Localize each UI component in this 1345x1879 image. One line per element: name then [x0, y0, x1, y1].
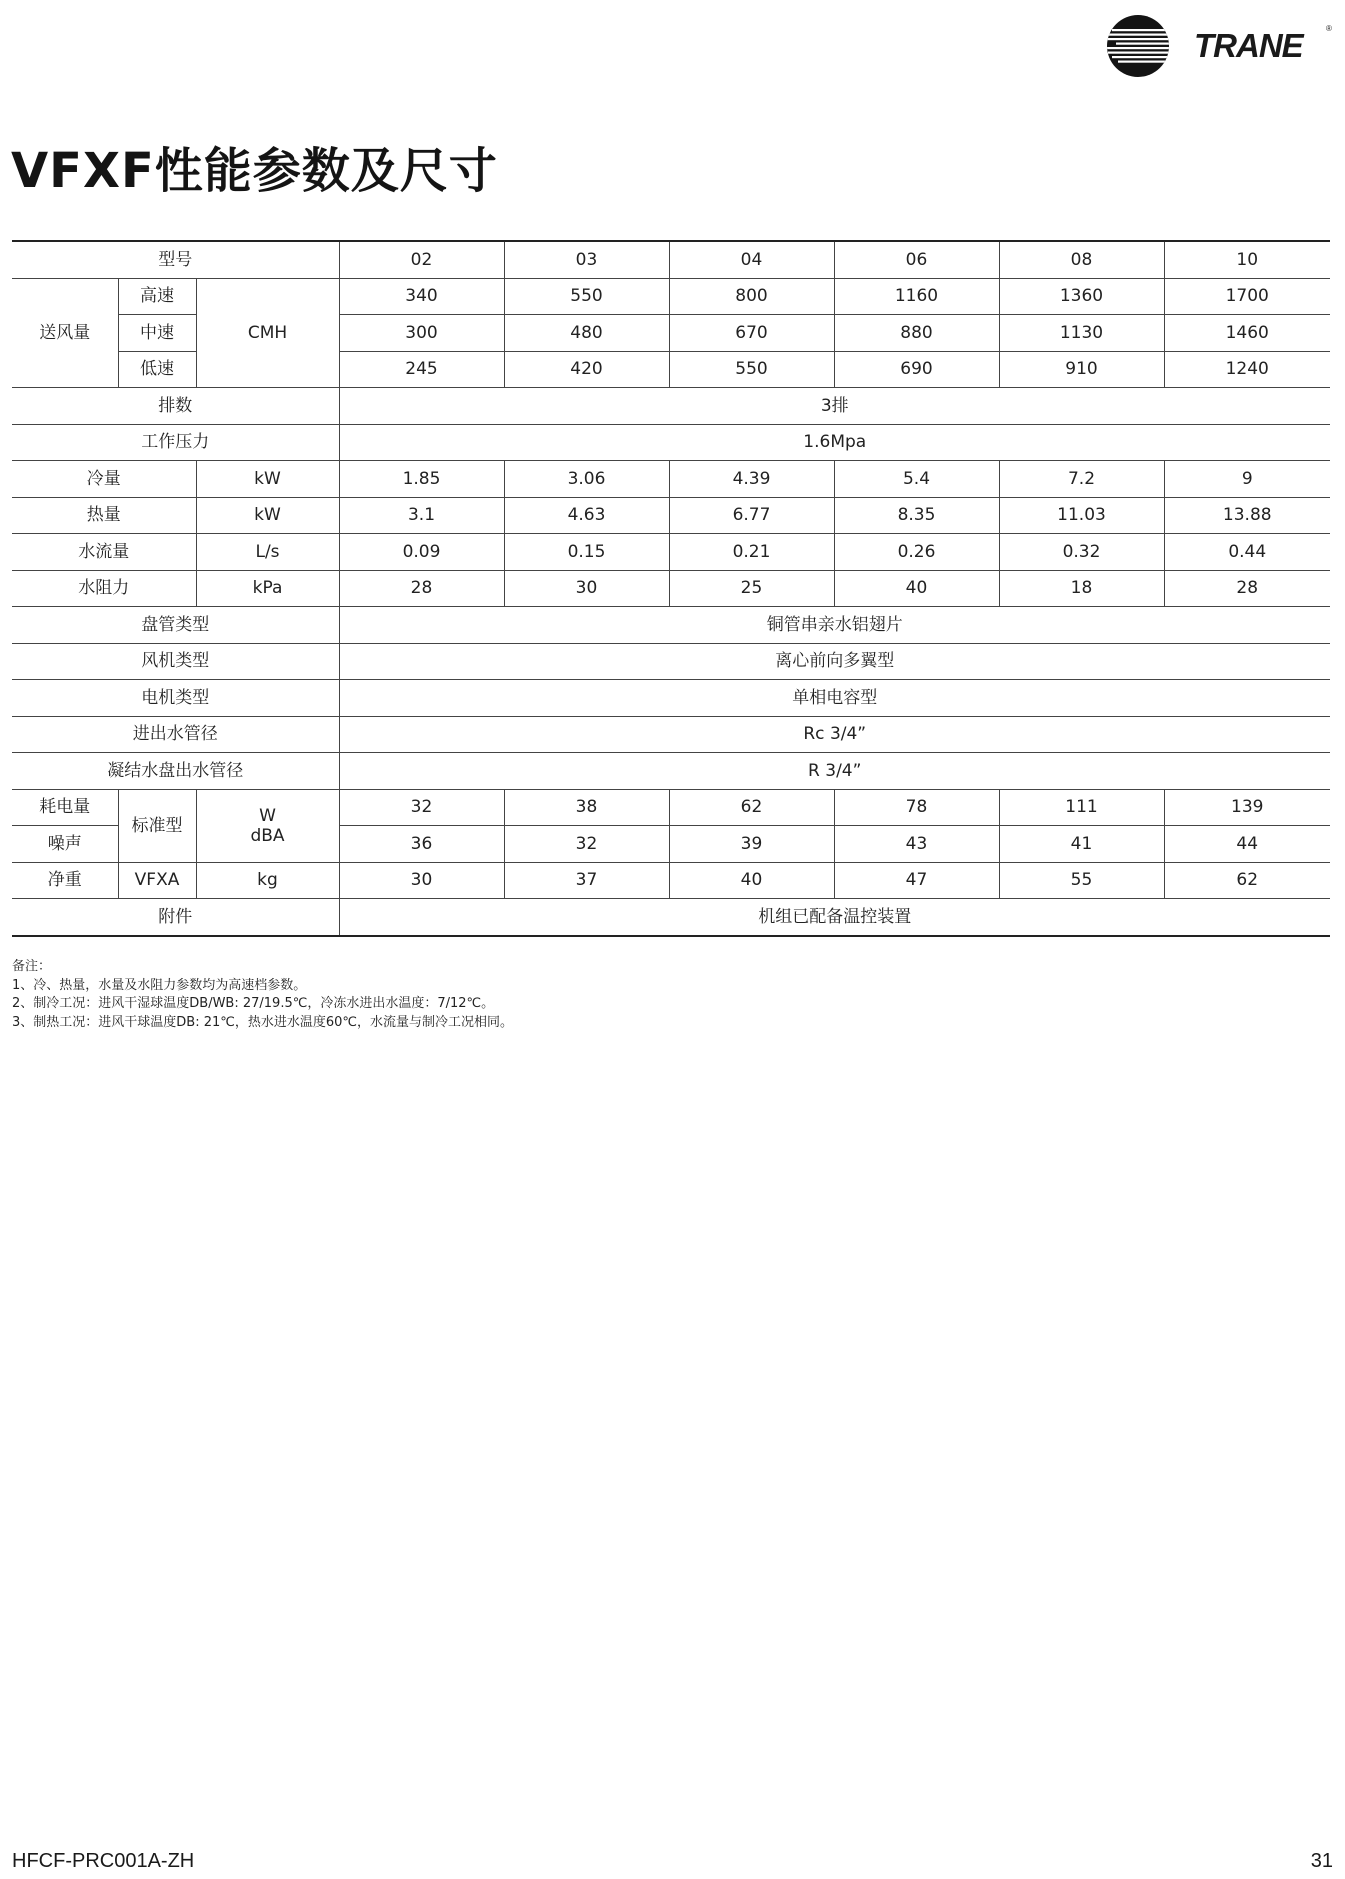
unit-cell: L/s — [196, 534, 339, 571]
value-cell: 1130 — [999, 315, 1164, 352]
motor-type-row — [12, 680, 1330, 717]
value-cell: 1.85 — [339, 461, 504, 498]
value-cell: 5.4 — [834, 461, 999, 498]
speed-label: 高速 — [118, 278, 196, 315]
value-cell: 0.32 — [999, 534, 1164, 571]
value-cell: 4.39 — [669, 461, 834, 498]
water-resistance-row — [12, 570, 1330, 607]
note-item: 2、制冷工况：进风干湿球温度DB/WB: 27/19.5℃，冷冻水进出水温度：7/12℃。 — [12, 996, 495, 1011]
value-cell: 39 — [669, 826, 834, 863]
drain-size-row — [12, 753, 1330, 790]
value-cell: 55 — [999, 862, 1164, 899]
trane-circle-icon — [1098, 14, 1178, 78]
value-cell: 1360 — [999, 278, 1164, 315]
value-cell: 3.06 — [504, 461, 669, 498]
registered-mark: ® — [1326, 24, 1332, 33]
std-type-label: 标准型 — [118, 789, 196, 862]
value-cell: 47 — [834, 862, 999, 899]
page-number: 31 — [1310, 1850, 1333, 1872]
value-cell: 28 — [1164, 570, 1330, 607]
value-cell: 300 — [339, 315, 504, 352]
airflow-unit: CMH — [196, 278, 339, 388]
merged-value-cell: 离心前向多翼型 — [339, 643, 1330, 680]
accessory-row — [12, 899, 1330, 936]
value-cell: 1700 — [1164, 278, 1330, 315]
airflow-high-row — [12, 278, 1330, 315]
coil-type-row — [12, 607, 1330, 644]
row-label: 热量 — [12, 497, 196, 534]
value-cell: 690 — [834, 351, 999, 388]
unit-cell: kW — [196, 461, 339, 498]
merged-value-cell: R 3/4” — [339, 753, 1330, 790]
water-flow-row — [12, 534, 1330, 571]
merged-value-cell: 单相电容型 — [339, 680, 1330, 717]
value-cell: 11.03 — [999, 497, 1164, 534]
model-row — [12, 241, 1330, 278]
unit-cell: kg — [196, 862, 339, 899]
model-cell: 03 — [504, 241, 669, 278]
value-cell: 880 — [834, 315, 999, 352]
row-label: 冷量 — [12, 461, 196, 498]
airflow-label: 送风量 — [12, 278, 118, 388]
pipe-size-row — [12, 716, 1330, 753]
value-cell: 7.2 — [999, 461, 1164, 498]
weight-sub-label: VFXA — [118, 862, 196, 899]
value-cell: 30 — [504, 570, 669, 607]
unit-cell: dBA — [250, 825, 285, 846]
value-cell: 3.1 — [339, 497, 504, 534]
power-noise-unit — [196, 789, 339, 862]
model-cell: 04 — [669, 241, 834, 278]
value-cell: 0.09 — [339, 534, 504, 571]
value-cell: 32 — [339, 789, 504, 826]
model-cell: 06 — [834, 241, 999, 278]
cooling-row — [12, 461, 1330, 498]
value-cell: 0.44 — [1164, 534, 1330, 571]
value-cell: 9 — [1164, 461, 1330, 498]
row-label: 进出水管径 — [12, 716, 339, 753]
row-label: 耗电量 — [12, 789, 118, 826]
value-cell: 43 — [834, 826, 999, 863]
value-cell: 62 — [1164, 862, 1330, 899]
note-item: 1、冷、热量，水量及水阻力参数均为高速档参数。 — [12, 977, 307, 993]
value-cell: 40 — [834, 570, 999, 607]
fan-type-row — [12, 643, 1330, 680]
value-cell: 420 — [504, 351, 669, 388]
row-label: 风机类型 — [12, 643, 339, 680]
unit-cell: W — [259, 805, 276, 826]
model-cell: 08 — [999, 241, 1164, 278]
value-cell: 78 — [834, 789, 999, 826]
value-cell: 0.15 — [504, 534, 669, 571]
value-cell: 18 — [999, 570, 1164, 607]
value-cell: 6.77 — [669, 497, 834, 534]
row-label: 盘管类型 — [12, 607, 339, 644]
value-cell: 62 — [669, 789, 834, 826]
value-cell: 1160 — [834, 278, 999, 315]
row-label: 水阻力 — [12, 570, 196, 607]
value-cell: 340 — [339, 278, 504, 315]
value-cell: 38 — [504, 789, 669, 826]
value-cell: 550 — [669, 351, 834, 388]
value-cell: 910 — [999, 351, 1164, 388]
note-item: 3、制热工况：进风干球温度DB: 21℃，热水进水温度60℃，水流量与制冷工况相同。 — [12, 1014, 513, 1030]
notes-heading: 备注： — [12, 959, 52, 974]
value-cell: 41 — [999, 826, 1164, 863]
value-cell: 36 — [339, 826, 504, 863]
speed-label: 低速 — [118, 351, 196, 388]
row-label: 水流量 — [12, 534, 196, 571]
value-cell: 40 — [669, 862, 834, 899]
row-label: 电机类型 — [12, 680, 339, 717]
heating-row — [12, 497, 1330, 534]
weight-row — [12, 862, 1330, 899]
power-row — [12, 789, 1330, 826]
merged-value-cell: 机组已配备温控装置 — [339, 899, 1330, 936]
merged-value-cell: 3排 — [339, 388, 1330, 425]
row-label: 净重 — [12, 862, 118, 899]
value-cell: 0.21 — [669, 534, 834, 571]
value-cell: 32 — [504, 826, 669, 863]
value-cell: 8.35 — [834, 497, 999, 534]
document-code: HFCF-PRC001A-ZH — [12, 1850, 195, 1872]
merged-value-cell: 1.6Mpa — [339, 424, 1330, 461]
value-cell: 13.88 — [1164, 497, 1330, 534]
merged-value-cell: Rc 3/4” — [339, 716, 1330, 753]
brand-logo — [1098, 14, 1334, 78]
value-cell: 30 — [339, 862, 504, 899]
model-cell: 10 — [1164, 241, 1330, 278]
value-cell: 37 — [504, 862, 669, 899]
page-title: VFXF性能参数及尺寸 — [11, 143, 498, 199]
row-label: 排数 — [12, 388, 339, 425]
brand-name: TRANE — [1194, 27, 1303, 64]
value-cell: 25 — [669, 570, 834, 607]
value-cell: 139 — [1164, 789, 1330, 826]
spec-table — [12, 240, 1330, 937]
value-cell: 4.63 — [504, 497, 669, 534]
row-label: 附件 — [12, 899, 339, 936]
row-label: 工作压力 — [12, 424, 339, 461]
unit-cell: kW — [196, 497, 339, 534]
speed-label: 中速 — [118, 315, 196, 352]
value-cell: 1460 — [1164, 315, 1330, 352]
merged-value-cell: 铜管串亲水铝翅片 — [339, 607, 1330, 644]
value-cell: 111 — [999, 789, 1164, 826]
value-cell: 245 — [339, 351, 504, 388]
row-label: 噪声 — [12, 826, 118, 863]
notes — [12, 958, 513, 1032]
value-cell: 670 — [669, 315, 834, 352]
value-cell: 0.26 — [834, 534, 999, 571]
value-cell: 480 — [504, 315, 669, 352]
model-label: 型号 — [12, 241, 339, 278]
pressure-row — [12, 424, 1330, 461]
rows-row — [12, 388, 1330, 425]
value-cell: 44 — [1164, 826, 1330, 863]
value-cell: 550 — [504, 278, 669, 315]
model-cell: 02 — [339, 241, 504, 278]
value-cell: 28 — [339, 570, 504, 607]
value-cell: 1240 — [1164, 351, 1330, 388]
row-label: 凝结水盘出水管径 — [12, 753, 339, 790]
unit-cell: kPa — [196, 570, 339, 607]
value-cell: 800 — [669, 278, 834, 315]
